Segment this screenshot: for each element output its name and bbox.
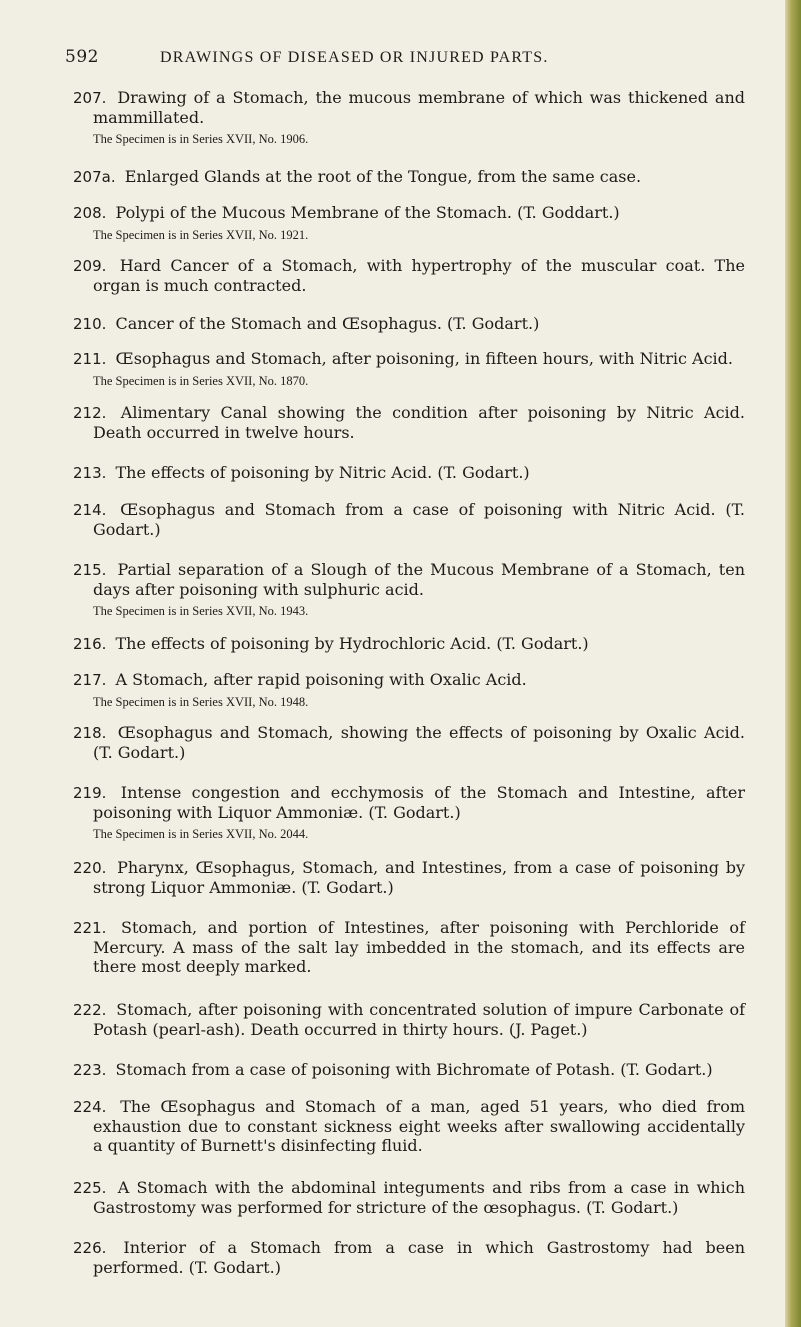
entry-lead — [73, 463, 745, 483]
entry-text: Œsophagus and Stomach, after poisoning, in fifteen hours, with Nitric Acid. — [115, 349, 733, 368]
entry-217 — [73, 670, 745, 710]
entry-lead — [73, 1178, 745, 1217]
entry-note: The Specimen is in Series XVII, No. 1906. — [93, 132, 309, 146]
entry-number: 219. — [73, 784, 107, 802]
entry-number: 217. — [73, 671, 107, 689]
entry-number: 225. — [73, 1179, 107, 1197]
entry-lead — [73, 858, 745, 897]
entry-text: Intense congestion and ecchymosis of the Stomach and Intestine, after poisoning with Liquor Ammoniæ. (T. Godart.) — [93, 783, 745, 822]
entry-lead — [73, 1000, 745, 1039]
entry-number: 222. — [73, 1001, 107, 1019]
entry-221 — [73, 918, 745, 976]
entry-218 — [73, 723, 745, 762]
entry-lead — [73, 167, 745, 187]
entry-number: 213. — [73, 464, 107, 482]
running-head: DRAWINGS OF DISEASED OR INJURED PARTS. — [160, 49, 549, 66]
entry-number: 211. — [73, 350, 107, 368]
entry-lead — [73, 670, 745, 690]
entry-lead — [73, 203, 745, 223]
entry-207 — [73, 88, 745, 147]
entry-text: Enlarged Glands at the root of the Tongue, from the same case. — [124, 167, 642, 186]
entry-text: Cancer of the Stomach and Œsophagus. (T. Godart.) — [115, 314, 540, 333]
entry-215 — [73, 560, 745, 619]
entry-text: Polypi of the Mucous Membrane of the Stomach. (T. Goddart.) — [115, 203, 620, 222]
entry-text: The Œsophagus and Stomach of a man, aged 51 years, who died from exhaustion due to constant sickness eight weeks after swallowing accidentally a quantity of Burnett's disinfecting fluid. — [93, 1097, 745, 1155]
entry-text: The effects of poisoning by Nitric Acid. (T. Godart.) — [115, 463, 530, 482]
entry-219 — [73, 783, 745, 842]
entry-text: Stomach, after poisoning with concentrated solution of impure Carbonate of Potash (pearl-ash). Death occurred in thirty hours. (J. Paget.) — [93, 1000, 745, 1039]
entry-216 — [73, 634, 745, 654]
entry-text: The effects of poisoning by Hydrochloric Acid. (T. Godart.) — [115, 634, 589, 653]
entry-note: The Specimen is in Series XVII, No. 1921. — [93, 228, 309, 242]
entry-224 — [73, 1097, 745, 1155]
entry-text: Alimentary Canal showing the condition after poisoning by Nitric Acid. Death occurred in twelve hours. — [93, 403, 745, 442]
entry-lead — [73, 783, 745, 822]
entry-text: Interior of a Stomach from a case in which Gastrostomy had been performed. (T. Godart.) — [93, 1238, 745, 1277]
entry-lead — [73, 403, 745, 442]
entry-note: The Specimen is in Series XVII, No. 1948. — [93, 695, 309, 709]
page-number: 592 — [65, 47, 99, 67]
entry-lead — [73, 1238, 745, 1277]
entry-number: 226. — [73, 1239, 107, 1257]
entry-number: 220. — [73, 859, 107, 877]
entry-lead — [73, 723, 745, 762]
entry-lead — [73, 349, 745, 369]
entry-number: 212. — [73, 404, 107, 422]
entry-222 — [73, 1000, 745, 1039]
entry-number: 224. — [73, 1098, 107, 1116]
entry-number: 209. — [73, 257, 107, 275]
entry-lead — [73, 634, 745, 654]
entry-number: 208. — [73, 204, 107, 222]
entry-text: Stomach, and portion of Intestines, after poisoning with Perchloride of Mercury. A mass of the salt lay imbedded in the stomach, and its effects are there most deeply marked. — [93, 918, 745, 976]
entry-text: Œsophagus and Stomach, showing the effects of poisoning by Oxalic Acid. (T. Godart.) — [93, 723, 745, 762]
entry-lead — [73, 560, 745, 599]
entry-lead — [73, 1060, 745, 1080]
entry-text: Partial separation of a Slough of the Mucous Membrane of a Stomach, ten days after poisoning with sulphuric acid. — [93, 560, 745, 599]
entry-number: 207. — [73, 89, 107, 107]
entry-text: A Stomach, after rapid poisoning with Oxalic Acid. — [115, 670, 527, 689]
entry-text: A Stomach with the abdominal integuments and ribs from a case in which Gastrostomy was performed for stricture of the œsophagus. (T. Godart.) — [93, 1178, 745, 1217]
entry-208 — [73, 203, 745, 243]
entry-text: Œsophagus and Stomach from a case of poisoning with Nitric Acid. (T. Godart.) — [93, 500, 745, 539]
entry-lead — [73, 1097, 745, 1155]
entry-text: Drawing of a Stomach, the mucous membrane of which was thickened and mammillated. — [93, 88, 746, 127]
entry-210 — [73, 314, 745, 334]
entry-number: 215. — [73, 561, 107, 579]
entry-number: 210. — [73, 315, 107, 333]
entry-lead — [73, 256, 745, 295]
entry-note: The Specimen is in Series XVII, No. 1870. — [93, 374, 309, 388]
entry-lead — [73, 918, 745, 976]
entry-220 — [73, 858, 745, 897]
entry-lead — [73, 500, 745, 539]
entry-note: The Specimen is in Series XVII, No. 2044. — [93, 827, 309, 841]
entry-number: 218. — [73, 724, 107, 742]
entry-text: Hard Cancer of a Stomach, with hypertrophy of the muscular coat. The organ is much contracted. — [93, 256, 746, 295]
entry-211 — [73, 349, 745, 389]
entry-lead — [73, 88, 745, 127]
entry-212 — [73, 403, 745, 442]
entry-225 — [73, 1178, 745, 1217]
entry-lead — [73, 314, 745, 334]
entry-text: Stomach from a case of poisoning with Bichromate of Potash. (T. Godart.) — [115, 1060, 713, 1079]
entry-number: 214. — [73, 501, 107, 519]
entry-207a — [73, 167, 745, 187]
entry-209 — [73, 256, 745, 295]
entry-text: Pharynx, Œsophagus, Stomach, and Intestines, from a case of poisoning by strong Liquor Ammoniæ. (T. Godart.) — [93, 858, 745, 897]
entry-note: The Specimen is in Series XVII, No. 1943. — [93, 604, 309, 618]
entry-214 — [73, 500, 745, 539]
entry-number: 223. — [73, 1061, 107, 1079]
entry-213 — [73, 463, 745, 483]
entry-223 — [73, 1060, 745, 1080]
entry-226 — [73, 1238, 745, 1277]
entry-number: 207a. — [73, 168, 116, 186]
entry-number: 221. — [73, 919, 107, 937]
entry-number: 216. — [73, 635, 107, 653]
